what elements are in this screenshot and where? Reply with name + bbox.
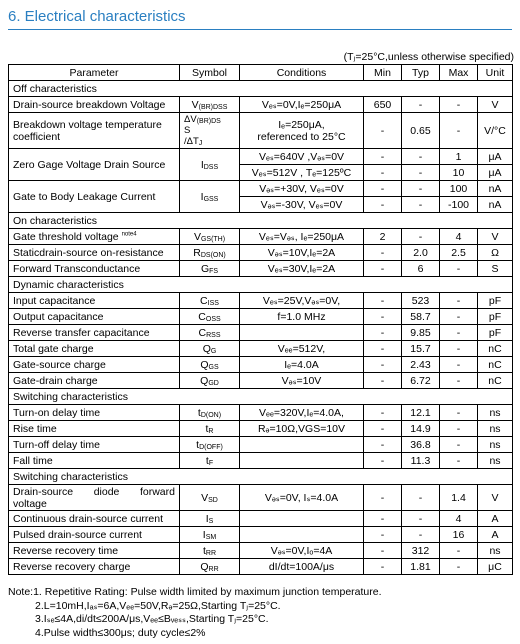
- symbol: $Q_{GS}$: [180, 357, 240, 373]
- symbol: $R_{DS(ON)}$: [180, 245, 240, 261]
- unit: V: [478, 229, 513, 245]
- typ: 0.65: [402, 113, 440, 149]
- param: Turn-off delay time: [9, 437, 180, 453]
- symbol: $V_{(BR)DSS}$: [180, 97, 240, 113]
- symbol: $Q_{RR}$: [180, 559, 240, 575]
- table-row: [9, 113, 513, 149]
- param: Pulsed drain-source current: [9, 527, 180, 543]
- min: -: [364, 421, 402, 437]
- conditions: Vₑₛ=0V,Iₑ=250μA: [240, 97, 364, 113]
- symbol: $C_{OSS}$: [180, 309, 240, 325]
- conditions: Vₑₛ=512V , Tₑ=125ºC: [240, 165, 364, 181]
- max: -: [440, 405, 478, 421]
- typ: 2.43: [402, 357, 440, 373]
- max: -: [440, 357, 478, 373]
- typ: 2.0: [402, 245, 440, 261]
- typ: 1.81: [402, 559, 440, 575]
- table-row: [9, 293, 513, 309]
- electrical-characteristics-table: [8, 64, 513, 575]
- note-3: 3.Iₛₑ≤4A,di/dt≤200A/μs,Vₑₑ≤Bᵥₑₛₛ,Starting Tⱼ=25°C.: [35, 613, 269, 625]
- typ: -: [402, 181, 440, 197]
- unit: μC: [478, 559, 513, 575]
- max: -: [440, 113, 478, 149]
- unit: nC: [478, 373, 513, 389]
- param: Zero Gage Voltage Drain Source: [9, 149, 180, 181]
- unit: ns: [478, 421, 513, 437]
- unit: V: [478, 97, 513, 113]
- param: Reverse transfer capacitance: [9, 325, 180, 341]
- header-row: [9, 65, 513, 81]
- min: -: [364, 527, 402, 543]
- min: -: [364, 405, 402, 421]
- typ: -: [402, 97, 440, 113]
- conditions: Vₔₛ=10V: [240, 373, 364, 389]
- unit: A: [478, 511, 513, 527]
- symbol: $t_F$: [180, 453, 240, 469]
- max: -: [440, 559, 478, 575]
- conditions: Vₑₛ=Vₔₛ, Iₑ=250μA: [240, 229, 364, 245]
- conditions: [240, 511, 364, 527]
- conditions: [240, 437, 364, 453]
- param: Fall time: [9, 453, 180, 469]
- unit: ns: [478, 437, 513, 453]
- unit: A: [478, 527, 513, 543]
- table-row: [9, 511, 513, 527]
- min: -: [364, 357, 402, 373]
- param: Turn-on delay time: [9, 405, 180, 421]
- min: -: [364, 113, 402, 149]
- min: -: [364, 373, 402, 389]
- typ: -: [402, 229, 440, 245]
- unit: pF: [478, 293, 513, 309]
- unit: pF: [478, 325, 513, 341]
- section-title: 6. Electrical characteristics: [8, 8, 186, 25]
- conditions: Vₔₛ=-30V, Vₑₛ=0V: [240, 197, 364, 213]
- note-2: 2.L=10mH,Iₐₛ=6A,Vₑₑ=50V,Rₔ=25Ω,Starting Tⱼ=25°C.: [35, 599, 281, 612]
- param: Rise time: [9, 421, 180, 437]
- param: Drain-source breakdown Voltage: [9, 97, 180, 113]
- min: -: [364, 197, 402, 213]
- param: Drain-source diode forward voltage: [9, 485, 180, 511]
- table-row: [9, 527, 513, 543]
- conditions: [240, 325, 364, 341]
- min: -: [364, 325, 402, 341]
- table-row: [9, 229, 513, 245]
- min: -: [364, 245, 402, 261]
- param: Gate-source charge: [9, 357, 180, 373]
- unit: nA: [478, 181, 513, 197]
- min: -: [364, 261, 402, 277]
- section-dynamic: Dynamic characteristics: [9, 277, 513, 293]
- conditions: Vₔₛ=10V,Iₑ=2A: [240, 245, 364, 261]
- typ: 523: [402, 293, 440, 309]
- table-row: [9, 373, 513, 389]
- max: 10: [440, 165, 478, 181]
- unit: V: [478, 485, 513, 511]
- typ: 312: [402, 543, 440, 559]
- typ: 58.7: [402, 309, 440, 325]
- param: Gate threshold voltage $^{note4}$: [9, 229, 180, 245]
- max: -: [440, 421, 478, 437]
- symbol: $C_{ISS}$: [180, 293, 240, 309]
- typ: -: [402, 165, 440, 181]
- param: Breakdown voltage temperature coefficient: [9, 113, 180, 149]
- symbol: $Q_{GD}$: [180, 373, 240, 389]
- unit: ns: [478, 453, 513, 469]
- max: -: [440, 293, 478, 309]
- typ: 11.3: [402, 453, 440, 469]
- section-off: Off characteristics: [9, 81, 513, 97]
- symbol: $t_{D(ON)}$: [180, 405, 240, 421]
- conditions: Rₔ=10Ω,VGS=10V: [240, 421, 364, 437]
- footnotes: [8, 586, 382, 640]
- param: Reverse recovery time: [9, 543, 180, 559]
- header-min: Min: [364, 65, 402, 81]
- note-4: 4.Pulse width≤300μs; duty cycle≤2%: [35, 626, 206, 639]
- section-switching-2: Switching characteristics: [9, 469, 513, 485]
- typ: 9.85: [402, 325, 440, 341]
- unit: nC: [478, 341, 513, 357]
- symbol: $t_{RR}$: [180, 543, 240, 559]
- min: -: [364, 165, 402, 181]
- typ: 14.9: [402, 421, 440, 437]
- conditions: [240, 453, 364, 469]
- table-row: [9, 325, 513, 341]
- max: -: [440, 261, 478, 277]
- symbol: $V_{SD}$: [180, 485, 240, 511]
- max: 100: [440, 181, 478, 197]
- conditions: Vₑₑ=512V,: [240, 341, 364, 357]
- symbol: $C_{RSS}$: [180, 325, 240, 341]
- param: Continuous drain-source current: [9, 511, 180, 527]
- max: 1.4: [440, 485, 478, 511]
- unit: S: [478, 261, 513, 277]
- unit: ns: [478, 405, 513, 421]
- min: -: [364, 485, 402, 511]
- unit: nC: [478, 357, 513, 373]
- conditions: Vₔₛ=0V, Iₛ=4.0A: [240, 485, 364, 511]
- min: 2: [364, 229, 402, 245]
- param: Staticdrain-source on-resistance: [9, 245, 180, 261]
- unit: nA: [478, 197, 513, 213]
- max: 1: [440, 149, 478, 165]
- table-row: [9, 421, 513, 437]
- note-1: Note:1. Repetitive Rating: Pulse width limited by maximum junction temperature.: [8, 586, 382, 598]
- max: -: [440, 325, 478, 341]
- max: -100: [440, 197, 478, 213]
- symbol: $Q_G$: [180, 341, 240, 357]
- table-row: [9, 97, 513, 113]
- typ: -: [402, 197, 440, 213]
- table-row: [9, 357, 513, 373]
- typ: -: [402, 511, 440, 527]
- header-parameter: Parameter: [9, 65, 180, 81]
- max: -: [440, 97, 478, 113]
- table-row: [9, 405, 513, 421]
- table-row: [9, 181, 513, 197]
- unit: ns: [478, 543, 513, 559]
- typ: -: [402, 527, 440, 543]
- header-unit: Unit: [478, 65, 513, 81]
- min: -: [364, 309, 402, 325]
- min: 650: [364, 97, 402, 113]
- section-switching: Switching characteristics: [9, 389, 513, 405]
- max: 16: [440, 527, 478, 543]
- header-typ: Typ: [402, 65, 440, 81]
- max: 4: [440, 511, 478, 527]
- symbol: $I_{SM}$: [180, 527, 240, 543]
- max: 2.5: [440, 245, 478, 261]
- conditions: Vₔₛ=0V,Iₒ=4A: [240, 543, 364, 559]
- symbol: $V_{GS(TH)}$: [180, 229, 240, 245]
- table-row: [9, 559, 513, 575]
- min: -: [364, 543, 402, 559]
- max: -: [440, 453, 478, 469]
- unit: V/°C: [478, 113, 513, 149]
- max: -: [440, 341, 478, 357]
- min: -: [364, 437, 402, 453]
- typ: 6: [402, 261, 440, 277]
- unit: pF: [478, 309, 513, 325]
- conditions: dI/dt=100A/μs: [240, 559, 364, 575]
- section-on: On characteristics: [9, 213, 513, 229]
- min: -: [364, 453, 402, 469]
- param: Input capacitance: [9, 293, 180, 309]
- param: Gate to Body Leakage Current: [9, 181, 180, 213]
- conditions: [240, 527, 364, 543]
- header-conditions: Conditions: [240, 65, 364, 81]
- table-row: [9, 543, 513, 559]
- max: -: [440, 437, 478, 453]
- symbol: $\Delta V_{(BR)DS}$ S $/\Delta T_J$: [180, 113, 240, 149]
- conditions: Vₔₛ=+30V, Vₑₛ=0V: [240, 181, 364, 197]
- param: Total gate charge: [9, 341, 180, 357]
- conditions: Vₑₛ=25V,Vₔₛ=0V,: [240, 293, 364, 309]
- min: -: [364, 149, 402, 165]
- symbol: $I_S$: [180, 511, 240, 527]
- table-row: [9, 437, 513, 453]
- typ: -: [402, 485, 440, 511]
- conditions: f=1.0 MHz: [240, 309, 364, 325]
- table-row: [9, 149, 513, 165]
- min: -: [364, 511, 402, 527]
- symbol: $I_{GSS}$: [180, 181, 240, 213]
- table-row: [9, 245, 513, 261]
- param: Reverse recovery charge: [9, 559, 180, 575]
- conditions: Vₑₛ=640V ,Vₔₛ=0V: [240, 149, 364, 165]
- symbol: $G_{FS}$: [180, 261, 240, 277]
- max: -: [440, 543, 478, 559]
- table-row: [9, 309, 513, 325]
- max: -: [440, 309, 478, 325]
- table-row: [9, 485, 513, 511]
- param: Output capacitance: [9, 309, 180, 325]
- unit: μA: [478, 149, 513, 165]
- conditions: Vₑₛ=30V,Iₑ=2A: [240, 261, 364, 277]
- max: 4: [440, 229, 478, 245]
- table-row: [9, 453, 513, 469]
- header-symbol: Symbol: [180, 65, 240, 81]
- symbol: $t_{D(OFF)}$: [180, 437, 240, 453]
- symbol: $t_R$: [180, 421, 240, 437]
- min: -: [364, 341, 402, 357]
- conditions: Iₑ=250μA, referenced to 25°C: [240, 113, 364, 149]
- param: Forward Transconductance: [9, 261, 180, 277]
- min: -: [364, 181, 402, 197]
- unit: Ω: [478, 245, 513, 261]
- min: -: [364, 559, 402, 575]
- table-row: [9, 341, 513, 357]
- conditions: Vₑₑ=320V,Iₑ=4.0A,: [240, 405, 364, 421]
- param: Gate-drain charge: [9, 373, 180, 389]
- title-underline: [8, 29, 512, 30]
- typ: -: [402, 149, 440, 165]
- header-max: Max: [440, 65, 478, 81]
- table-row: [9, 261, 513, 277]
- max: -: [440, 373, 478, 389]
- conditions: Iₑ=4.0A: [240, 357, 364, 373]
- condition-note: (Tⱼ=25°C,unless otherwise specified): [343, 51, 514, 63]
- typ: 36.8: [402, 437, 440, 453]
- typ: 15.7: [402, 341, 440, 357]
- symbol: $I_{DSS}$: [180, 149, 240, 181]
- typ: 6.72: [402, 373, 440, 389]
- typ: 12.1: [402, 405, 440, 421]
- unit: μA: [478, 165, 513, 181]
- min: -: [364, 293, 402, 309]
